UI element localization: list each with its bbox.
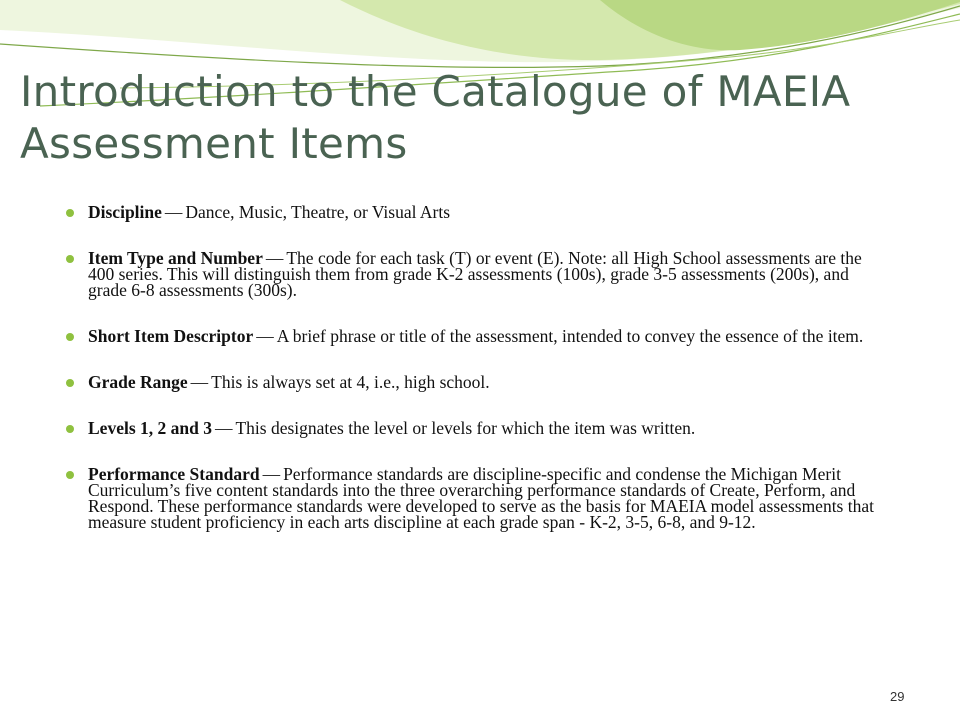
bullet-term: Performance Standard [88, 464, 260, 484]
bullet-text: Performance standards are discipline-specific and condense the Michigan Merit Curriculum’s five content standards into the three overarching performance standards of Create, Perform, and Respond. These performance standards were developed to serve as the basis for MAEIA model assessments that measure student proficiency in each arts discipline at each grade span - K-2, 3-5, 6-8, and 9-12. [88, 464, 874, 532]
bullet-separator: — [256, 326, 274, 346]
green-dot-icon [66, 471, 74, 479]
bullet-term: Item Type and Number [88, 248, 263, 268]
slide-title-line-2: Assessment Items [20, 119, 408, 168]
bullet-performance-standard [66, 466, 886, 530]
bullet-text: The code for each task (T) or event (E). Note: all High School assessments are the 400 series. This will distinguish them from grade K-2 assessments (100s), grade 3-5 assessments (200s), and grade 6-8 assessments (300s). [88, 248, 862, 300]
bullet-term: Levels 1, 2 and 3 [88, 418, 212, 438]
bullet-term: Short Item Descriptor [88, 326, 254, 346]
green-dot-icon [66, 209, 74, 217]
bullet-separator: — [262, 464, 281, 484]
bullet-item-type [66, 250, 886, 298]
green-dot-icon [66, 379, 74, 387]
slide-title [20, 66, 950, 170]
bullet-text: This is always set at 4, i.e., high school. [211, 372, 490, 392]
slide-title-line-1: Introduction to the Catalogue of MAEIA [20, 67, 851, 116]
bullet-term: Grade Range [88, 372, 188, 392]
green-dot-icon [66, 425, 74, 433]
bullet-short-descriptor [66, 328, 886, 344]
green-dot-icon [66, 255, 74, 263]
bullet-separator: — [164, 202, 183, 222]
bullet-grade-range [66, 374, 886, 390]
bullet-text: This designates the level or levels for which the item was written. [235, 418, 696, 438]
bullet-text: Dance, Music, Theatre, or Visual Arts [185, 202, 451, 222]
bullet-separator: — [265, 248, 284, 268]
page-number: 29 [890, 689, 905, 704]
bullet-discipline [66, 204, 886, 220]
bullet-list [66, 204, 886, 530]
bullet-levels [66, 420, 886, 436]
bullet-separator: — [214, 418, 233, 438]
green-dot-icon [66, 333, 74, 341]
bullet-term: Discipline [88, 202, 162, 222]
bullet-separator: — [190, 372, 209, 392]
bullet-text: A brief phrase or title of the assessment, intended to convey the essence of the item. [276, 326, 864, 346]
